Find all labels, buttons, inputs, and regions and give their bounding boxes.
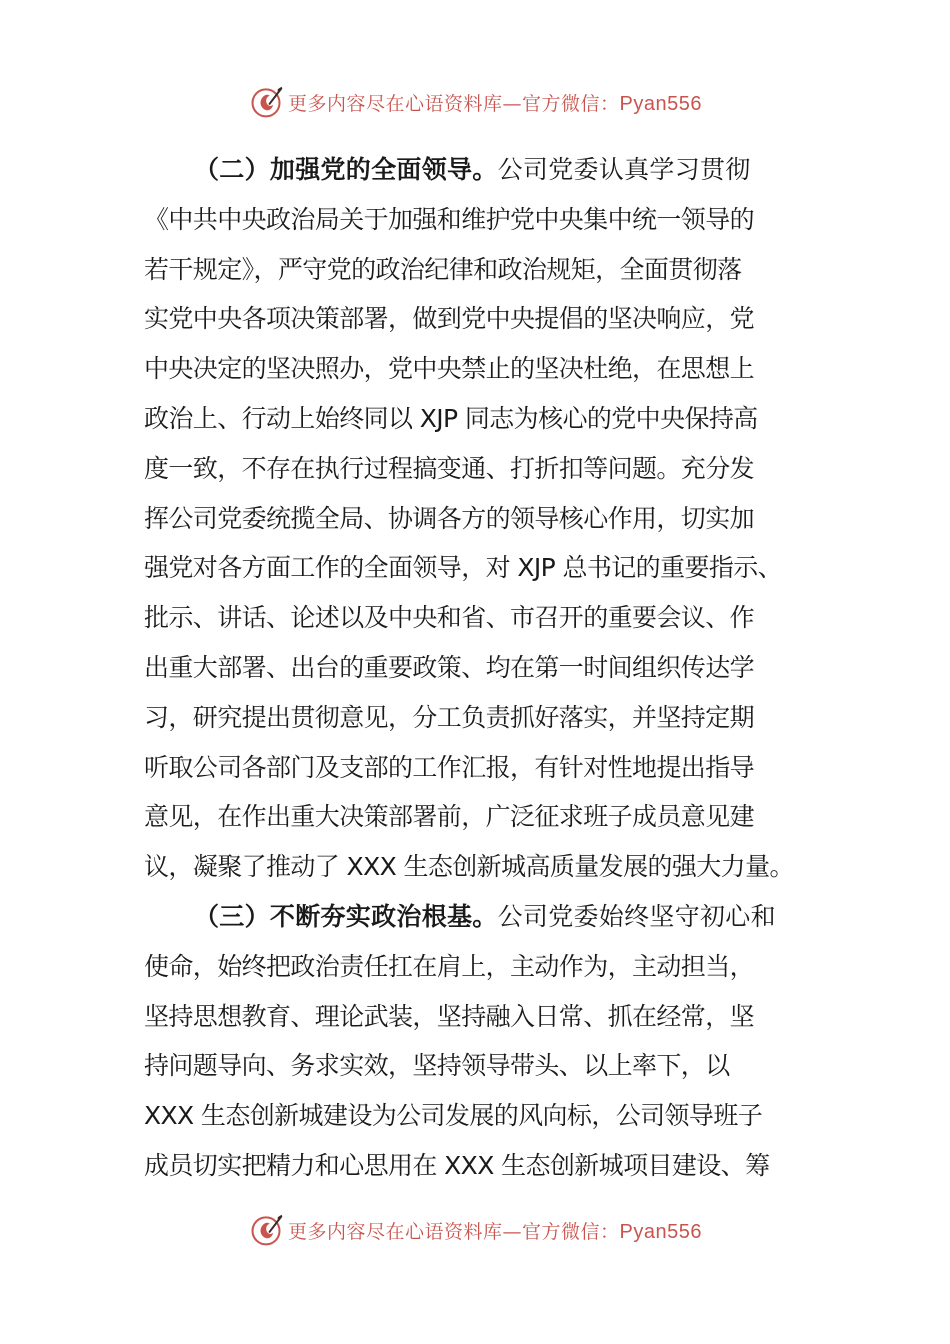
header-banner [0,82,950,122]
paragraph-line: 使命，始终把政治责任扛在肩上，主动作为，主动担当， [144,951,755,981]
paragraph-line: 持问题导向、务求实效，坚持领导带头、以上率下，以 [144,1051,730,1081]
paragraph-line: XXX 生态创新城建设为公司发展的风向标，公司领导班子 [144,1101,763,1131]
paragraph-line: 若干规定》，严守党的政治纪律和政治规矩，全面贯彻落 [144,254,742,284]
wechat-id: Pyan556 [619,92,702,115]
paragraph-line: 中央决定的坚决照办，党中央禁止的坚决杜绝，在思想上 [144,354,755,384]
paragraph-line: 实党中央各项决策部署，做到党中央提倡的坚决响应，党 [144,304,755,334]
quill-seal-icon [248,1212,284,1248]
paragraph-line: 批示、讲话、论述以及中央和省、市召开的重要会议、作 [144,603,755,633]
section-heading: （二）加强党的全面领导。 [194,155,498,184]
paragraph-line: （二）加强党的全面领导。公司党委认真学习贯彻 [194,155,751,184]
paragraph-line: 挥公司党委统揽全局、协调各方的领导核心作用，切实加 [144,503,755,533]
paragraph-line: 坚持思想教育、理论武装，坚持融入日常、抓在经常，坚 [144,1001,755,1031]
section-heading: （三）不断夯实政治根基。 [194,901,498,931]
paragraph-line: 《中共中央政治局关于加强和维护党中央集中统一领导的 [144,204,755,234]
paragraph-line: 议，凝聚了推动了 XXX 生态创新城高质量发展的强大力量。 [144,852,794,882]
paragraph-line: 政治上、行动上始终同以 XJP 同志为核心的党中央保持高 [144,403,758,433]
paragraph-line: 成员切实把精力和心思用在 XXX 生态创新城项目建设、筹 [144,1150,770,1180]
paragraph-line: 强党对各方面工作的全面领导，对 XJP 总书记的重要指示、 [144,553,783,583]
banner-text: 更多内容尽在心语资料库—官方微信：Pyan556 [288,92,702,115]
paragraph-line: 听取公司各部门及支部的工作汇报，有针对性地提出指导 [144,752,755,782]
footer-banner [0,1210,950,1250]
paragraph-line: 习，研究提出贯彻意见，分工负责抓好落实，并坚持定期 [144,702,755,732]
wechat-id: Pyan556 [619,1220,702,1243]
paragraph-line: （三）不断夯实政治根基。公司党委始终坚守初心和 [194,901,776,931]
quill-seal-icon [248,84,284,120]
banner-text: 更多内容尽在心语资料库—官方微信：Pyan556 [288,1220,702,1243]
document-body [144,145,824,1191]
paragraph-line: 意见，在作出重大决策部署前，广泛征求班子成员意见建 [144,802,755,832]
paragraph-line: 度一致，不存在执行过程搞变通、打折扣等问题。充分发 [144,453,755,483]
paragraph-line: 出重大部署、出台的重要政策、均在第一时间组织传达学 [144,652,755,682]
